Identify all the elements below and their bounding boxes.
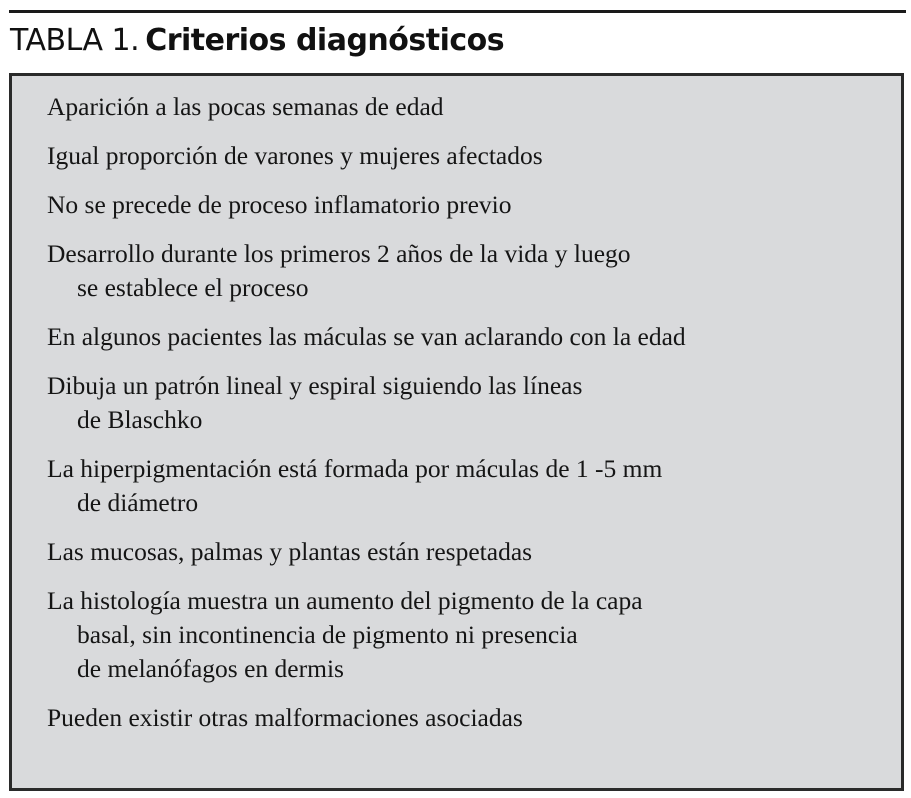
criterion-continuation-line: de Blaschko	[77, 405, 203, 434]
criterion-continuation-line: de melanófagos en dermis	[77, 654, 344, 683]
criterion-line: Dibuja un patrón lineal y espiral siguiendo las líneas	[47, 371, 583, 400]
criterion-line: Las mucosas, palmas y plantas están respetadas	[47, 537, 533, 566]
criterion-continuation-line: de diámetro	[77, 488, 199, 517]
criterion-line: Pueden existir otras malformaciones asociadas	[47, 703, 523, 732]
criterion-line: En algunos pacientes las máculas se van aclarando con la edad	[47, 322, 686, 351]
table-number-label: TABLA 1.	[10, 23, 140, 58]
criterion-line: Aparición a las pocas semanas de edad	[47, 92, 444, 121]
criterion-continuation-line: basal, sin incontinencia de pigmento ni presencia	[77, 620, 578, 649]
criterion-item	[12, 320, 901, 354]
criterion-continuation-line: se establece el proceso	[77, 273, 309, 302]
table-caption	[10, 15, 504, 67]
table-title: Criterios diagnósticos	[145, 23, 505, 58]
criterion-item	[12, 188, 901, 222]
criterion-item	[12, 452, 901, 520]
criterion-line: Desarrollo durante los primeros 2 años de la vida y luego	[47, 239, 631, 268]
criterion-item	[12, 701, 901, 735]
criterion-line: La histología muestra un aumento del pigmento de la capa	[47, 586, 643, 615]
criterion-item	[12, 584, 901, 686]
criterion-item	[12, 139, 901, 173]
top-rule	[9, 10, 906, 13]
criteria-list	[12, 76, 901, 735]
criterion-item	[12, 369, 901, 437]
criterion-item	[12, 535, 901, 569]
criterion-line: Igual proporción de varones y mujeres afectados	[47, 141, 543, 170]
criterion-item	[12, 90, 901, 124]
criterion-item	[12, 237, 901, 305]
criterion-line: No se precede de proceso inflamatorio previo	[47, 190, 512, 219]
criterion-line: La hiperpigmentación está formada por máculas de 1 -5 mm	[47, 454, 663, 483]
criteria-table	[9, 73, 904, 791]
